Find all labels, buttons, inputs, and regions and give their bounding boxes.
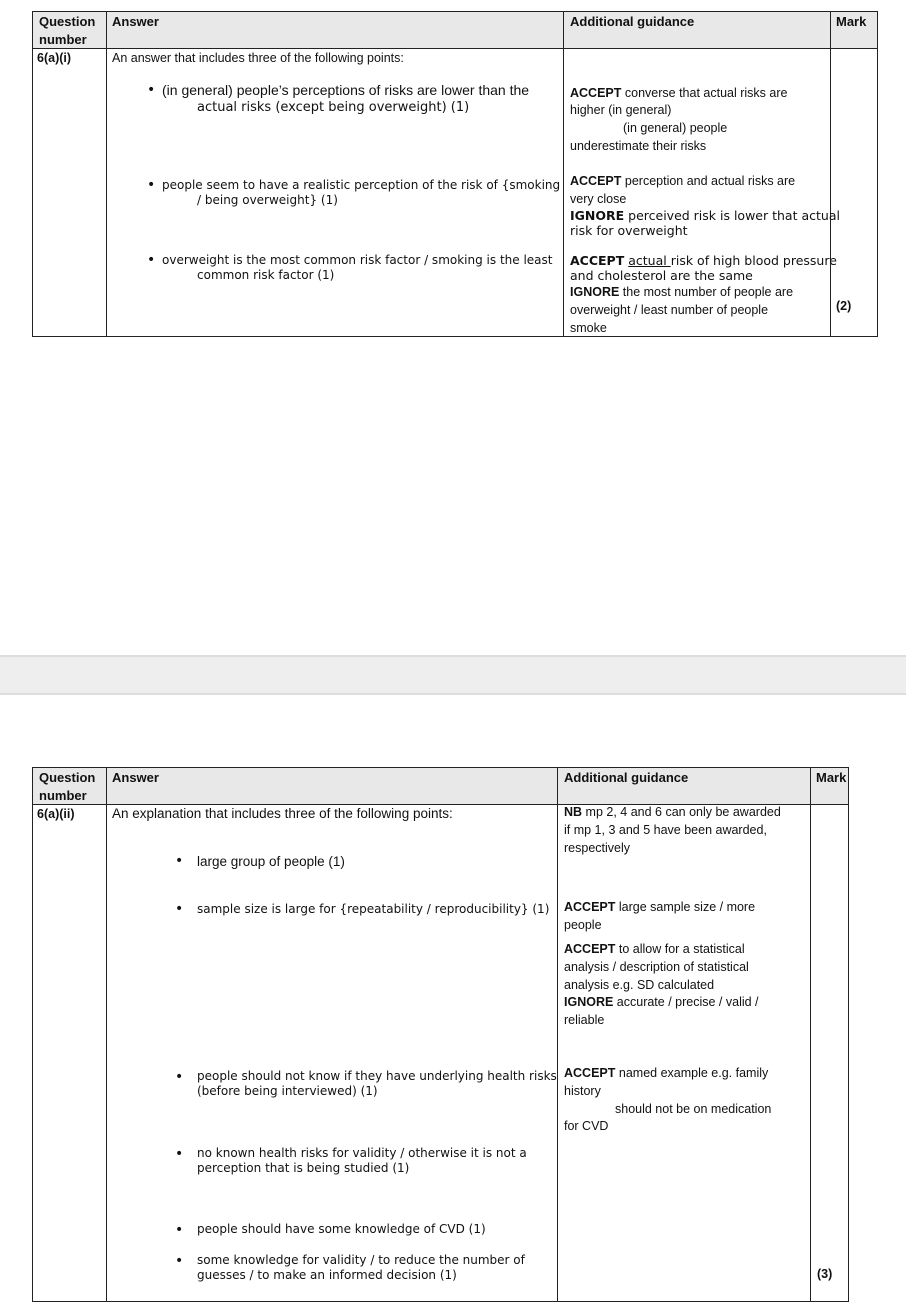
answer-point-cont: common risk factor (1) — [197, 268, 335, 282]
answer-point-cont: guesses / to make an informed decision (1) — [197, 1268, 457, 1282]
guidance-line: IGNORE accurate / precise / valid / — [564, 995, 759, 1009]
answer-intro: An explanation that includes three of the following points: — [112, 806, 453, 821]
answer-point: some knowledge for validity / to reduce the number of — [197, 1253, 525, 1267]
header-question-number: Question number — [39, 14, 96, 47]
answer-intro: An answer that includes three of the following points: — [112, 51, 404, 65]
answer-point: people should have some knowledge of CVD (1) — [197, 1222, 486, 1236]
mark-value: (3) — [817, 1267, 833, 1281]
guidance-line: and cholesterol are the same — [570, 268, 753, 283]
answer-point-cont: / being overweight} (1) — [197, 193, 338, 207]
guidance-line: (in general) people — [623, 121, 728, 135]
answer-point-cont: (before being interviewed) (1) — [197, 1084, 378, 1098]
question-number: 6(a)(i) — [37, 51, 72, 65]
guidance-line: ACCEPT perception and actual risks are — [570, 174, 796, 188]
mark-value: (2) — [836, 299, 852, 313]
guidance-line: respectively — [564, 841, 630, 855]
bullet-icon: • — [147, 82, 156, 98]
guidance-line: people — [564, 918, 602, 932]
header-additional-guidance: Additional guidance — [564, 770, 689, 785]
guidance-line: for CVD — [564, 1119, 609, 1133]
answer-point: sample size is large for {repeatability / reproducibility} (1) — [197, 902, 550, 916]
header-answer: Answer — [112, 770, 159, 785]
guidance-line: ACCEPT to allow for a statistical — [564, 942, 745, 956]
guidance-line: reliable — [564, 1013, 605, 1027]
answer-point: overweight is the most common risk factor / smoking is the least — [162, 253, 553, 267]
mark-scheme-table-6ai — [32, 11, 878, 337]
guidance-line: IGNORE perceived risk is lower that actual — [570, 208, 840, 223]
header-mark: Mark — [816, 770, 847, 785]
mark-scheme-table-6aii — [32, 767, 849, 1302]
header-mark: Mark — [836, 14, 867, 29]
guidance-line: higher (in general) — [570, 103, 672, 117]
bullet-icon: • — [175, 1253, 184, 1269]
bullet-icon: • — [175, 1069, 184, 1085]
guidance-line: NB mp 2, 4 and 6 can only be awarded — [564, 805, 781, 819]
header-question-number: Question number — [39, 770, 96, 803]
answer-point-cont: perception that is being studied (1) — [197, 1161, 410, 1175]
table-header-row — [33, 12, 877, 49]
answer-point: no known health risks for validity / otherwise it is not a — [197, 1146, 527, 1160]
header-additional-guidance: Additional guidance — [570, 14, 695, 29]
guidance-line: overweight / least number of people — [570, 303, 769, 317]
answer-point: people should not know if they have underlying health risks — [197, 1069, 557, 1083]
guidance-line: smoke — [570, 321, 607, 335]
answer-point: large group of people (1) — [197, 854, 345, 869]
guidance-line: ACCEPT converse that actual risks are — [570, 86, 788, 100]
guidance-line: history — [564, 1084, 601, 1098]
guidance-line: if mp 1, 3 and 5 have been awarded, — [564, 823, 767, 837]
guidance-line: ACCEPT named example e.g. family — [564, 1066, 769, 1080]
guidance-line: risk for overweight — [570, 223, 688, 238]
page-separator — [0, 655, 906, 695]
guidance-line: analysis / description of statistical — [564, 960, 749, 974]
answer-point-cont: actual risks (except being overweight) (1) — [197, 100, 470, 115]
question-number: 6(a)(ii) — [37, 807, 75, 821]
bullet-icon: • — [175, 853, 184, 869]
guidance-line: underestimate their risks — [570, 139, 707, 153]
answer-point: people seem to have a realistic perception of the risk of {smoking — [162, 178, 561, 192]
answer-point: (in general) people’s perceptions of risks are lower than the — [162, 82, 530, 98]
guidance-line: IGNORE the most number of people are — [570, 285, 794, 299]
bullet-icon: • — [147, 177, 156, 193]
bullet-icon: • — [175, 901, 184, 917]
bullet-icon: • — [175, 1222, 184, 1238]
guidance-line: ACCEPT large sample size / more — [564, 900, 756, 914]
bullet-icon: • — [147, 252, 156, 268]
bullet-icon: • — [175, 1146, 184, 1162]
header-answer: Answer — [112, 14, 159, 29]
guidance-line: should not be on medication — [615, 1102, 772, 1116]
guidance-line: very close — [570, 192, 627, 206]
guidance-line: analysis e.g. SD calculated — [564, 978, 715, 992]
guidance-line: ACCEPT actual risk of high blood pressure — [570, 253, 837, 268]
